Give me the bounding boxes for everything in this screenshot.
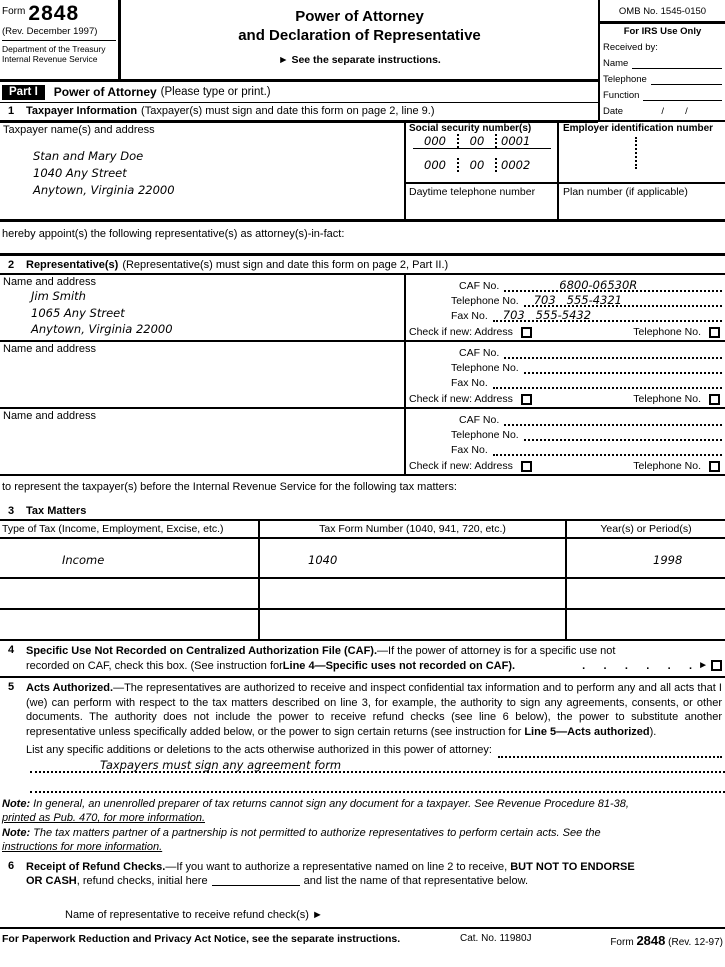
line5-number: 5	[8, 681, 15, 693]
rep1-name-address-cell	[0, 275, 406, 340]
line1-title: Taxpayer Information	[26, 105, 138, 118]
form-header	[0, 0, 725, 122]
taxpayer-city-value: Anytown, Virginia 22000	[33, 183, 175, 197]
form-word: Form	[2, 6, 26, 17]
ein-separator	[635, 137, 637, 169]
ein-cell	[559, 122, 725, 182]
dept-treasury: Department of the Treasury	[2, 44, 106, 54]
rep1-check-new-label: Check if new: Address	[409, 326, 513, 338]
line2-subtitle: (Representative(s) must sign and date this form on page 2, Part II.)	[122, 258, 449, 271]
tax-type-empty-1	[0, 579, 260, 608]
line5-entry-line-2	[30, 785, 725, 793]
line2-number: 2	[8, 258, 15, 271]
rep3-new-telephone-checkbox[interactable]	[709, 461, 720, 472]
tax-type-empty-2	[0, 610, 260, 639]
line5-bold2: Line 5—Acts authorized	[524, 725, 650, 738]
irs-telephone-label: Telephone	[603, 74, 647, 85]
taxpayer-info-section	[0, 122, 725, 222]
line1-number: 1	[8, 105, 15, 118]
line4-specific-use-checkbox[interactable]	[711, 660, 722, 671]
line6-section	[0, 857, 725, 889]
line6-bold2: BUT NOT TO ENDORSE	[510, 860, 635, 873]
representative-row-1	[0, 275, 725, 342]
tax-year-value: 1998	[653, 553, 683, 567]
line5-section	[0, 678, 725, 758]
line6-text2: , refund checks, initial here	[76, 875, 208, 887]
tax-matters-table	[0, 519, 725, 641]
rep2-name-address-label: Name and address	[3, 343, 96, 355]
line6-number: 6	[8, 859, 15, 872]
ssn1-value	[413, 134, 551, 149]
line5-text2: ).	[649, 725, 657, 738]
rep1-name-address-label: Name and address	[3, 276, 96, 288]
tax-header-form-number: Tax Form Number (1040, 941, 720, etc.)	[260, 521, 567, 537]
irs-date-field: / /	[661, 106, 688, 117]
line6-text1: —If you want to authorize a representative named on line 2 to receive,	[165, 860, 511, 873]
received-by-label: Received by:	[603, 42, 658, 53]
rep1-fax-label: Fax No.	[451, 310, 488, 322]
ein-label: Employer identification number	[563, 123, 714, 134]
rep1-name-value: Jim Smith	[31, 289, 86, 303]
representative-row-2	[0, 342, 725, 409]
line3-number: 3	[8, 504, 15, 517]
rep1-telephone-label: Telephone No.	[451, 295, 519, 307]
tax-table-header-row	[0, 521, 725, 539]
line5-list-text: List any specific additions or deletions to the acts otherwise authorized in this power of attorney:	[26, 744, 492, 756]
part1-subtitle: (Please type or print.)	[160, 86, 271, 98]
line2-heading	[0, 256, 725, 275]
ssn1-serial: 0001	[495, 134, 547, 148]
footer-form-word: Form	[610, 936, 634, 948]
irs-use-only-label: For IRS Use Only	[623, 26, 702, 37]
taxpayer-street-value: 1040 Any Street	[33, 166, 127, 180]
rep2-new-address-checkbox[interactable]	[521, 394, 532, 405]
line5-written-entry: Taxpayers must sign any agreement form	[100, 757, 342, 772]
note1-line2: printed as Pub. 470, for more information.	[2, 812, 205, 824]
line4-bold2: Line 4—Specific uses not recorded on CAF).	[282, 659, 516, 672]
represent-text: to represent the taxpayer(s) before the Internal Revenue Service for the following tax matters:	[2, 481, 457, 493]
page-footer	[0, 929, 725, 948]
taxpayer-name-address-cell	[0, 122, 406, 219]
table-row	[0, 610, 725, 641]
see-instructions-note: ► See the separate instructions.	[278, 54, 441, 66]
rep1-new-telephone-checkbox[interactable]	[709, 327, 720, 338]
line6-initial-here-field	[212, 875, 300, 886]
notes-block	[0, 797, 725, 855]
rep2-fax-label: Fax No.	[451, 377, 488, 389]
rep1-telephone-value: 703 555-4321	[533, 293, 623, 307]
line2-title: Representative(s)	[26, 258, 119, 271]
rep2-check-tel-label: Telephone No.	[633, 393, 701, 405]
line4-text2: recorded on CAF, check this box. (See instruction for	[26, 659, 283, 672]
irs-telephone-field	[651, 73, 722, 85]
tax-header-years: Year(s) or Period(s)	[600, 523, 692, 535]
rep1-caf-value: 6800-06530R	[559, 278, 638, 292]
rep2-check-new-label: Check if new: Address	[409, 393, 513, 405]
irs-name-field	[632, 57, 722, 69]
rep2-new-telephone-checkbox[interactable]	[709, 394, 720, 405]
rep3-telephone-label: Telephone No.	[451, 429, 519, 441]
tax-form-number-value: 1040	[260, 539, 567, 577]
rep3-new-address-checkbox[interactable]	[521, 461, 532, 472]
irs-function-field	[643, 89, 722, 101]
tax-year-empty-1	[567, 579, 725, 608]
line5-bold-text: Acts Authorized.	[26, 682, 114, 694]
line3-title: Tax Matters	[26, 504, 87, 517]
line4-bold-text: Specific Use Not Recorded on Centralized Authorization File (CAF).	[26, 645, 378, 657]
rep1-caf-label: CAF No.	[459, 280, 500, 292]
ssn2-area: 000	[424, 158, 446, 172]
form-number: 2848	[28, 2, 80, 25]
irs-function-label: Function	[603, 90, 640, 101]
ssn-cell	[406, 122, 559, 182]
tax-header-type: Type of Tax (Income, Employment, Excise, etc.)	[0, 521, 260, 537]
taxpayer-name-value: Stan and Mary Doe	[33, 149, 144, 163]
line4-leader-dots: . . . . . .	[582, 659, 693, 672]
ssn2-group: 00	[457, 158, 495, 172]
line5-entry-line-1	[30, 758, 725, 773]
line4-section	[0, 641, 725, 678]
rep2-telephone-label: Telephone No.	[451, 362, 519, 374]
note2-line1: The tax matters partner of a partnership is not permitted to authorize representatives to perform certain acts. See the	[33, 826, 601, 839]
part1-badge: Part I	[2, 85, 45, 100]
tax-year-empty-2	[567, 610, 725, 639]
rep3-caf-label: CAF No.	[459, 414, 500, 426]
ssn2-serial: 0002	[495, 158, 547, 172]
rep1-fax-value: 703 555-5432	[502, 308, 592, 322]
daytime-phone-cell: Daytime telephone number	[406, 184, 559, 219]
rep3-name-address-cell	[0, 409, 406, 474]
note1-line1: In general, an unenrolled preparer of tax returns cannot sign any document for a taxpayer. See Revenue Procedure 81-38,	[33, 797, 629, 810]
catalog-number: Cat. No. 11980J	[460, 932, 532, 944]
hereby-appoints-text: hereby appoint(s) the following representative(s) as attorney(s)-in-fact:	[0, 222, 725, 256]
ssn1-group: 00	[457, 134, 495, 148]
note2-line2: instructions for more information.	[2, 841, 163, 853]
ssn2-value	[413, 158, 551, 172]
footer-form-number: 2848	[636, 932, 666, 948]
tax-type-value: Income	[0, 539, 260, 577]
irs-date-label: Date	[603, 106, 624, 117]
name-of-representative-row: Name of representative to receive refund check(s) ►	[0, 889, 725, 929]
note2-label: Note:	[2, 826, 31, 839]
rep1-check-tel-label: Telephone No.	[633, 326, 701, 338]
plan-number-cell: Plan number (if applicable)	[563, 186, 688, 198]
irs-use-only-box	[598, 0, 725, 122]
tax-form-empty-1	[260, 579, 567, 608]
line6-text3: and list the name of that representative below.	[303, 875, 529, 887]
omb-number: OMB No. 1545-0150	[600, 0, 725, 24]
rep3-check-new-label: Check if new: Address	[409, 460, 513, 472]
rep3-fax-label: Fax No.	[451, 444, 488, 456]
rep1-city-value: Anytown, Virginia 22000	[31, 322, 173, 336]
ssn1-area: 000	[424, 134, 446, 148]
line1-subtitle: (Taxpayer(s) must sign and date this form on page 2, line 9.)	[141, 105, 435, 118]
line3-heading	[0, 502, 725, 519]
table-row	[0, 579, 725, 610]
line5-text1: —The representatives are authorized to receive and inspect confidential tax information and to perform any and all acts that I (we) can perform with respect to the tax matters described on line 3, for example, the authority to sign any agreements, consents, or other documents. The authority does not include the power to receive refund checks (see line 6 below), the power to substitute another representative unless specifically added below, or the power to sign certain returns (see instruction for	[26, 682, 722, 738]
form-title-block	[118, 0, 598, 79]
line5-write-area	[30, 758, 725, 793]
ssn-label: Social security number(s)	[409, 123, 532, 134]
taxpayer-name-address-label: Taxpayer name(s) and address	[3, 124, 155, 136]
arrow-right-icon: ►	[698, 659, 708, 671]
page-title-line2: and Declaration of Representative	[238, 27, 481, 44]
page-title-line1: Power of Attorney	[295, 8, 424, 25]
paperwork-notice: For Paperwork Reduction and Privacy Act Notice, see the separate instructions.	[2, 932, 401, 945]
rep2-caf-label: CAF No.	[459, 347, 500, 359]
irs-name-label: Name	[603, 58, 629, 69]
part1-title: Power of Attorney	[53, 85, 157, 99]
line4-text1: —If the power of attorney is for a specific use not	[377, 645, 616, 657]
line6-bold3: OR CASH	[26, 875, 77, 887]
footer-revision: (Rev. 12-97)	[668, 936, 723, 948]
tax-form-empty-2	[260, 610, 567, 639]
rep3-check-tel-label: Telephone No.	[633, 460, 701, 472]
form-revision: (Rev. December 1997)	[2, 26, 116, 41]
form-id-block	[0, 0, 118, 79]
rep1-street-value: 1065 Any Street	[31, 305, 125, 320]
dept-irs: Internal Revenue Service	[2, 54, 98, 64]
representative-row-3	[0, 409, 725, 476]
table-row	[0, 539, 725, 579]
note1-label: Note:	[2, 797, 31, 810]
line4-number: 4	[8, 644, 15, 656]
rep1-new-address-checkbox[interactable]	[521, 327, 532, 338]
rep2-name-address-cell	[0, 342, 406, 407]
part1-header	[0, 82, 598, 103]
line1-heading	[0, 103, 598, 123]
line6-bold-text: Receipt of Refund Checks.	[26, 860, 166, 873]
line5-list-dotted-line	[498, 745, 722, 758]
rep3-name-address-label: Name and address	[3, 410, 96, 422]
